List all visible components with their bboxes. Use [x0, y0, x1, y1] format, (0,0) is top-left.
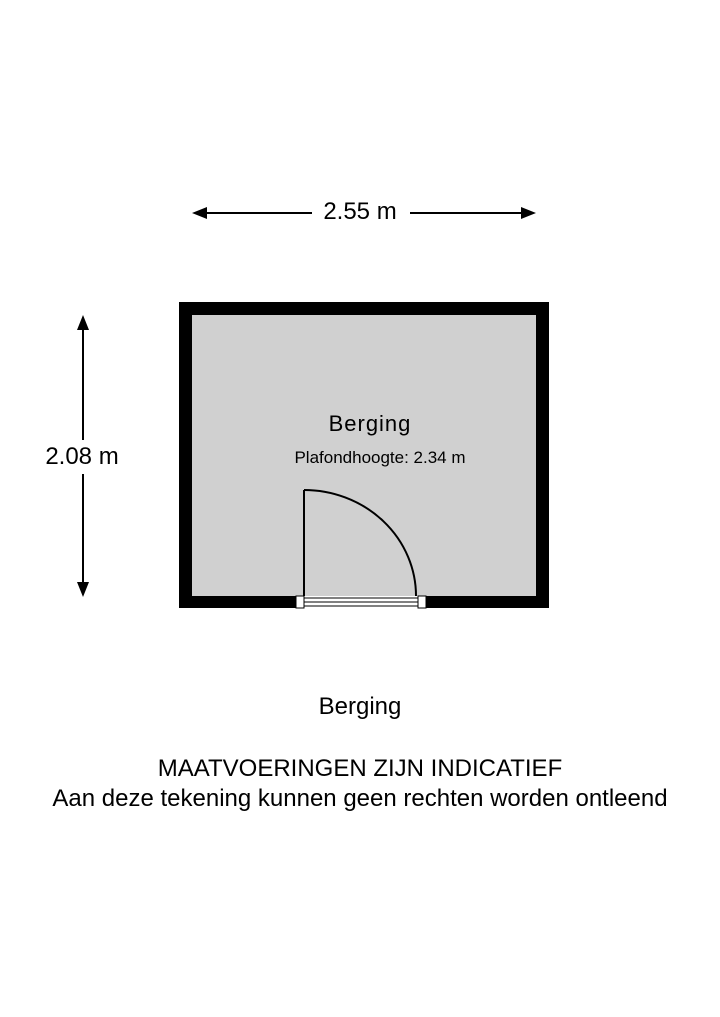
width-dimension-label: 2.55 m [323, 198, 397, 225]
ceiling-height-label: Plafondhoogte: 2.34 m [294, 448, 466, 467]
floor-title: Berging [318, 693, 402, 720]
disclaimer-line-2: Aan deze tekening kunnen geen rechten worden ontleend [52, 785, 668, 812]
disclaimer-line-1: MAATVOERINGEN ZIJN INDICATIEF [157, 755, 563, 782]
height-dimension-label: 2.08 m [45, 443, 119, 470]
room-name-label: Berging [328, 411, 412, 436]
